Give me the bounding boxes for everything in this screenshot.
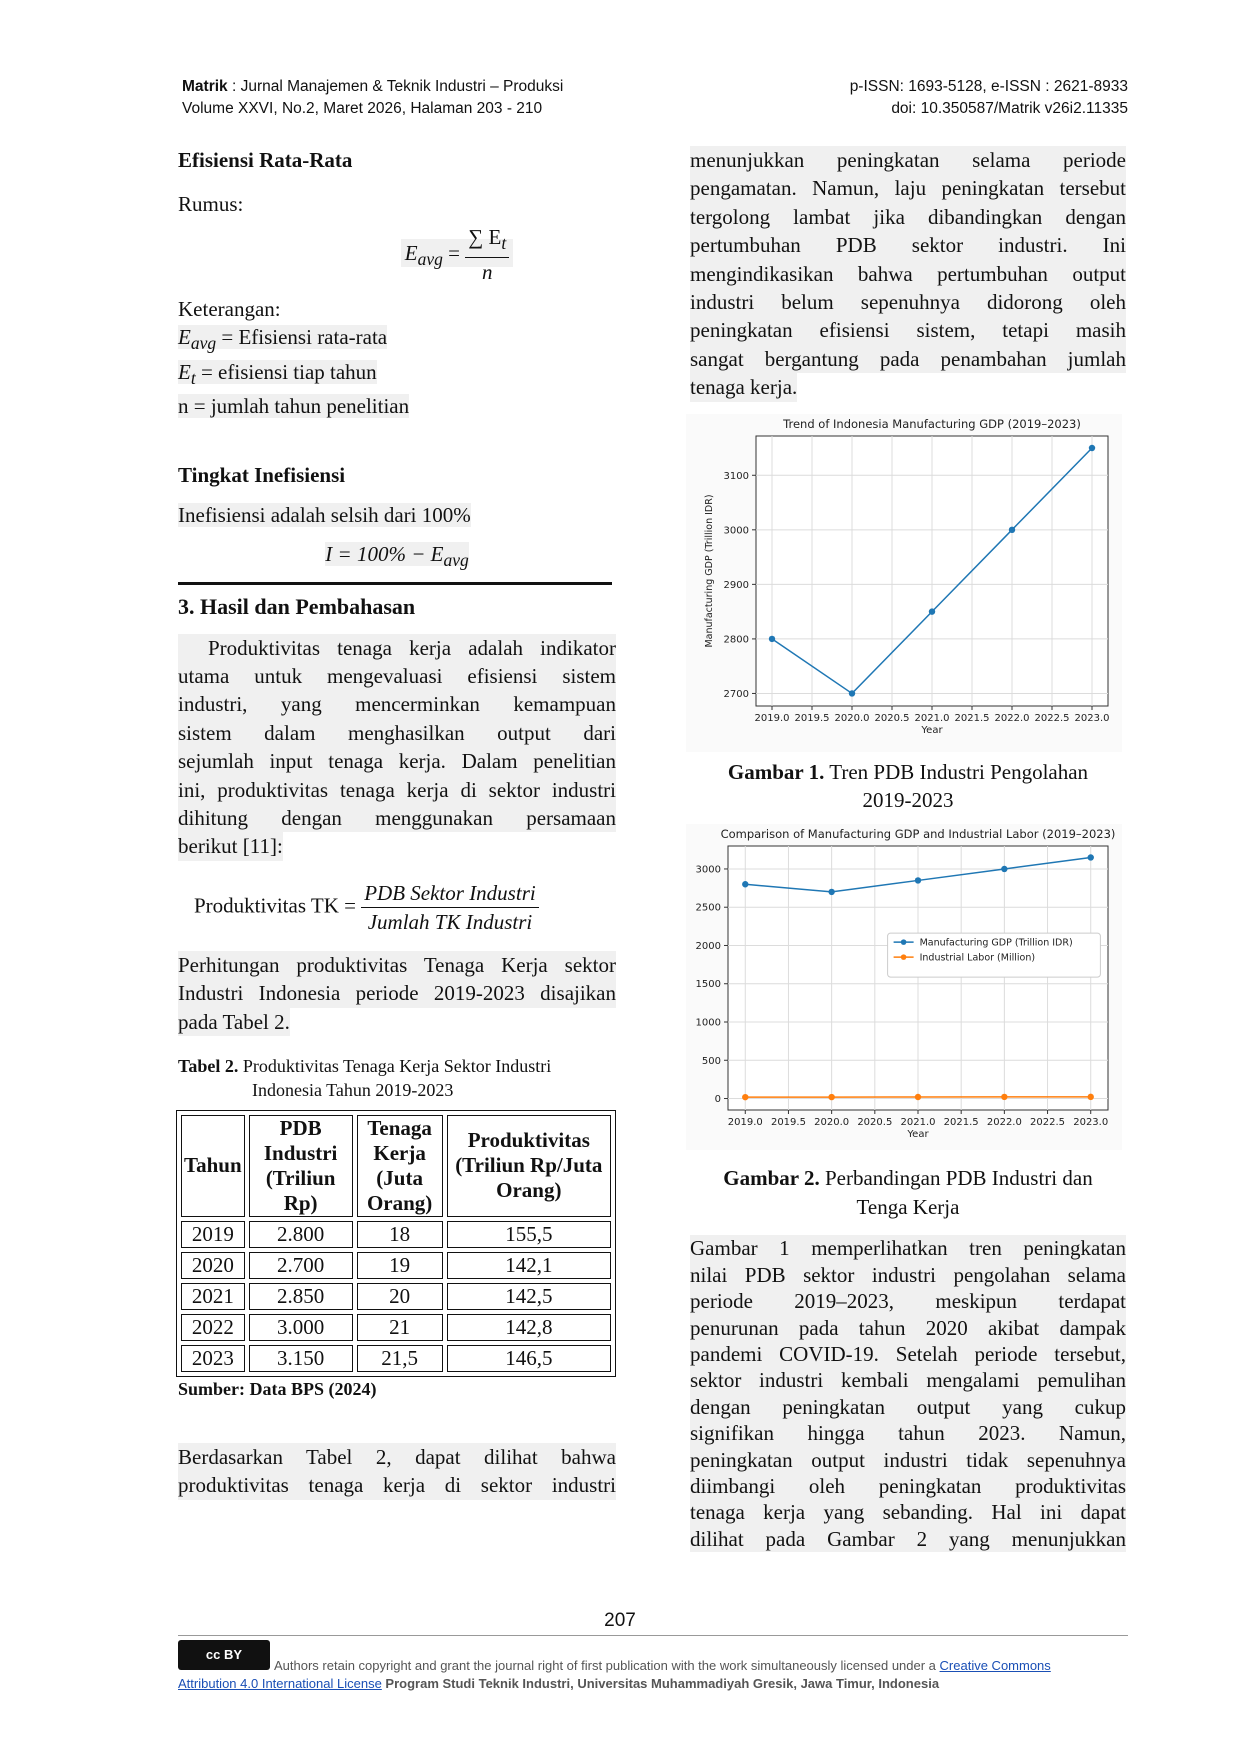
figure2-caption: Gambar 2. Perbandingan PDB Industri dan Tenga Kerja bbox=[723, 1166, 1093, 1219]
right-column bbox=[690, 146, 1126, 1552]
gdp-labor-comparison-chart bbox=[686, 824, 1122, 1150]
data-point bbox=[915, 1094, 921, 1100]
legend-label: Industrial Labor (Million) bbox=[919, 953, 1036, 965]
doi: doi: 10.350587/Matrik v26i2.11335 bbox=[891, 100, 1128, 117]
keterangan-n: n = jumlah tahun penelitian bbox=[178, 394, 410, 419]
data-point bbox=[1009, 526, 1015, 532]
x-tick-label: 2019.0 bbox=[727, 1117, 763, 1129]
y-axis-label: Manufacturing GDP (Trillion IDR) bbox=[704, 494, 715, 648]
x-tick-label: 2023.0 bbox=[1074, 712, 1110, 724]
x-tick-label: 2021.5 bbox=[954, 712, 990, 724]
license-notice: Authors retain copyright and grant the journal right of first publication with the work simultaneously licensed under a Creative Commons Attribution 4.0 International License Program Studi Teknik Industri, Universitas Muhammadiyah Gresik, Jawa Timur, Indonesia bbox=[178, 1658, 1051, 1691]
paragraph-bottom-right: Gambar 1 memperlihatkan tren peningkatan nilai PDB sektor industri pengolahan selama periode 2019–2023, meskipun terdapat penurunan pada tahun 2020 akibat dampak pandemi COVID-19. Setelah periode tersebut, sektor industri kembali mengalami pemulihan dengan peningkatan output yang cukup signifikan hingga tahun 2023. Namun, peningkatan output industri tidak sepenuhnya diimbangi oleh peningkatan produktivitas tenaga kerja yang sebanding. Hal ini dapat dilihat pada Gambar 2 yang menunjukkan bbox=[690, 1236, 1126, 1551]
y-tick-label: 2500 bbox=[695, 903, 721, 915]
cc-link-1[interactable]: Creative Commons bbox=[939, 1658, 1051, 1673]
x-tick-label: 2022.0 bbox=[986, 1117, 1022, 1129]
y-tick-label: 1000 bbox=[695, 1017, 721, 1029]
table-row: 2020 2.700 19 142,1 bbox=[181, 1252, 611, 1279]
y-tick-label: 2000 bbox=[695, 941, 721, 953]
th-tenaga-kerja: Tenaga Kerja (Juta Orang) bbox=[357, 1115, 443, 1217]
y-tick-label: 3000 bbox=[723, 524, 749, 536]
data-point bbox=[1088, 1094, 1094, 1100]
footer-divider bbox=[178, 1635, 1128, 1636]
y-tick-label: 2900 bbox=[723, 579, 749, 591]
inefisiensi-text: Inefisiensi adalah selsih dari 100% bbox=[178, 503, 471, 528]
efisiensi-heading: Efisiensi Rata-Rata bbox=[178, 148, 353, 172]
journal-header bbox=[182, 76, 563, 120]
y-tick-label: 2700 bbox=[723, 688, 749, 700]
x-tick-label: 2020.0 bbox=[834, 712, 870, 724]
x-tick-label: 2019.5 bbox=[794, 712, 830, 724]
table-row: 2022 3.000 21 142,8 bbox=[181, 1314, 611, 1341]
x-tick-label: 2019.5 bbox=[770, 1117, 806, 1129]
x-tick-label: 2019.0 bbox=[754, 712, 790, 724]
rumus-label: Rumus: bbox=[178, 192, 244, 217]
section-rule bbox=[178, 582, 612, 585]
th-pdb: PDB Industri (Triliun Rp) bbox=[249, 1115, 353, 1217]
keterangan-et: $E_t$ = efisiensi tiap tahun bbox=[178, 359, 377, 388]
data-point bbox=[769, 635, 775, 641]
inefisiensi-heading: Tingkat Inefisiensi bbox=[178, 462, 346, 487]
data-point bbox=[828, 889, 834, 895]
x-tick-label: 2021.5 bbox=[943, 1117, 979, 1129]
journal-subtitle: : Jurnal Manajemen & Teknik Industri – Produksi bbox=[227, 78, 564, 95]
table-row: 2019 2.800 18 155,5 bbox=[181, 1221, 611, 1248]
x-axis-label: Year bbox=[921, 724, 943, 736]
legend-swatch-marker bbox=[901, 955, 907, 961]
section-title: 3. Hasil dan Pembahasan bbox=[178, 594, 416, 620]
data-point bbox=[1089, 444, 1095, 450]
y-tick-label: 500 bbox=[701, 1056, 721, 1068]
figure1-caption: Gambar 1. Tren PDB Industri Pengolahan 2019-2023 bbox=[727, 759, 1089, 813]
cc-link-2[interactable]: Attribution 4.0 International License bbox=[178, 1676, 382, 1691]
eavg-formula: $E_{avg}$ = $\frac{\sum E_t}{n}$ bbox=[298, 223, 616, 287]
produktivitas-formula: Produktivitas TK = $\frac{\text{PDB Sektor Industri}}{\text{Jumlah TK Industri}}$ bbox=[194, 879, 616, 937]
table-caption: Tabel 2. Produktivitas Tenaga Kerja Sektor Industri Indonesia Tahun 2019-2023 bbox=[178, 1055, 552, 1100]
table-row: 2021 2.850 20 142,5 bbox=[181, 1283, 611, 1310]
paragraph-berdasarkan: Berdasarkan Tabel 2, dapat dilihat bahwa produktivitas tenaga kerja di sektor industri bbox=[178, 1443, 616, 1500]
th-produktivitas: Produktivitas (Triliun Rp/Juta Orang) bbox=[447, 1115, 611, 1217]
data-point bbox=[929, 608, 935, 614]
x-tick-label: 2021.0 bbox=[914, 712, 950, 724]
th-tahun: Tahun bbox=[181, 1115, 245, 1217]
keterangan-eavg: $E_{avg}$ = Efisiensi rata-rata bbox=[178, 325, 388, 354]
x-axis-label: Year bbox=[907, 1129, 929, 1141]
x-tick-label: 2023.0 bbox=[1073, 1117, 1109, 1129]
y-tick-label: 3000 bbox=[695, 864, 721, 876]
inefisiensi-formula: $I = 100\% - E_{avg}$ bbox=[325, 541, 469, 570]
data-point bbox=[742, 1094, 748, 1100]
data-point bbox=[915, 878, 921, 884]
data-point bbox=[1001, 866, 1007, 872]
x-tick-label: 2020.0 bbox=[814, 1117, 850, 1129]
cc-by-license-icon[interactable]: cc BY bbox=[178, 1640, 270, 1670]
page-number: 207 bbox=[604, 1610, 636, 1631]
x-tick-label: 2020.5 bbox=[874, 712, 910, 724]
issn: p-ISSN: 1693-5128, e-ISSN : 2621-8933 bbox=[849, 78, 1128, 95]
x-tick-label: 2022.0 bbox=[994, 712, 1030, 724]
data-point bbox=[742, 882, 748, 888]
chart-title: Trend of Indonesia Manufacturing GDP (2019–2023) bbox=[783, 416, 1081, 431]
y-tick-label: 1500 bbox=[695, 979, 721, 991]
y-tick-label: 0 bbox=[714, 1094, 721, 1106]
x-tick-label: 2020.5 bbox=[857, 1117, 893, 1129]
paragraph-top-right: menunjukkan peningkatan selama periode pengamatan. Namun, laju peningkatan tersebut tergolong lambat jika dibandingkan dengan pertumbuhan PDB sektor industri. Ini mengindikasikan bahwa pertumbuhan output industri belum sepenuhnya didorong oleh peningkatan efisiensi sistem, tetapi masih sangat bergantung pada penambahan jumlah tenaga kerja. bbox=[690, 146, 1126, 402]
table-header-row bbox=[181, 1115, 611, 1217]
legend-swatch-marker bbox=[901, 940, 907, 946]
chart-title: Comparison of Manufacturing GDP and Industrial Labor (2019–2023) bbox=[720, 827, 1116, 842]
paragraph-perhitungan: Perhitungan produktivitas Tenaga Kerja sektor Industri Indonesia periode 2019-2023 disajikan pada Tabel 2. bbox=[178, 951, 616, 1036]
left-column bbox=[178, 146, 616, 1500]
data-point bbox=[1088, 855, 1094, 861]
data-point bbox=[828, 1094, 834, 1100]
keterangan-label: Keterangan: bbox=[178, 296, 281, 321]
gdp-trend-chart bbox=[686, 414, 1122, 752]
journal-name: Matrik bbox=[182, 78, 228, 95]
productivity-table bbox=[176, 1110, 616, 1377]
table-source: Sumber: Data BPS (2024) bbox=[178, 1378, 377, 1399]
y-tick-label: 2800 bbox=[723, 634, 749, 646]
x-tick-label: 2022.5 bbox=[1030, 1117, 1066, 1129]
x-tick-label: 2021.0 bbox=[900, 1117, 936, 1129]
data-point bbox=[849, 690, 855, 696]
legend-label: Manufacturing GDP (Trillion IDR) bbox=[919, 938, 1073, 950]
x-tick-label: 2022.5 bbox=[1034, 712, 1070, 724]
data-point bbox=[1001, 1094, 1007, 1100]
volume-info: Volume XXVI, No.2, Maret 2026, Halaman 203 - 210 bbox=[182, 100, 543, 117]
y-tick-label: 3100 bbox=[723, 470, 749, 482]
paragraph-produktivitas: Produktivitas tenaga kerja adalah indikator utama untuk mengevaluasi efisiensi sistem industri, yang mencerminkan kemampuan sistem dalam menghasilkan output dari sejumlah input tenaga kerja. Dalam penelitian ini, produktivitas tenaga kerja di sektor industri dihitung dengan menggunakan persamaan berikut [11]: bbox=[178, 634, 616, 861]
table-row: 2023 3.150 21,5 146,5 bbox=[181, 1345, 611, 1372]
journal-ids bbox=[850, 76, 1128, 120]
